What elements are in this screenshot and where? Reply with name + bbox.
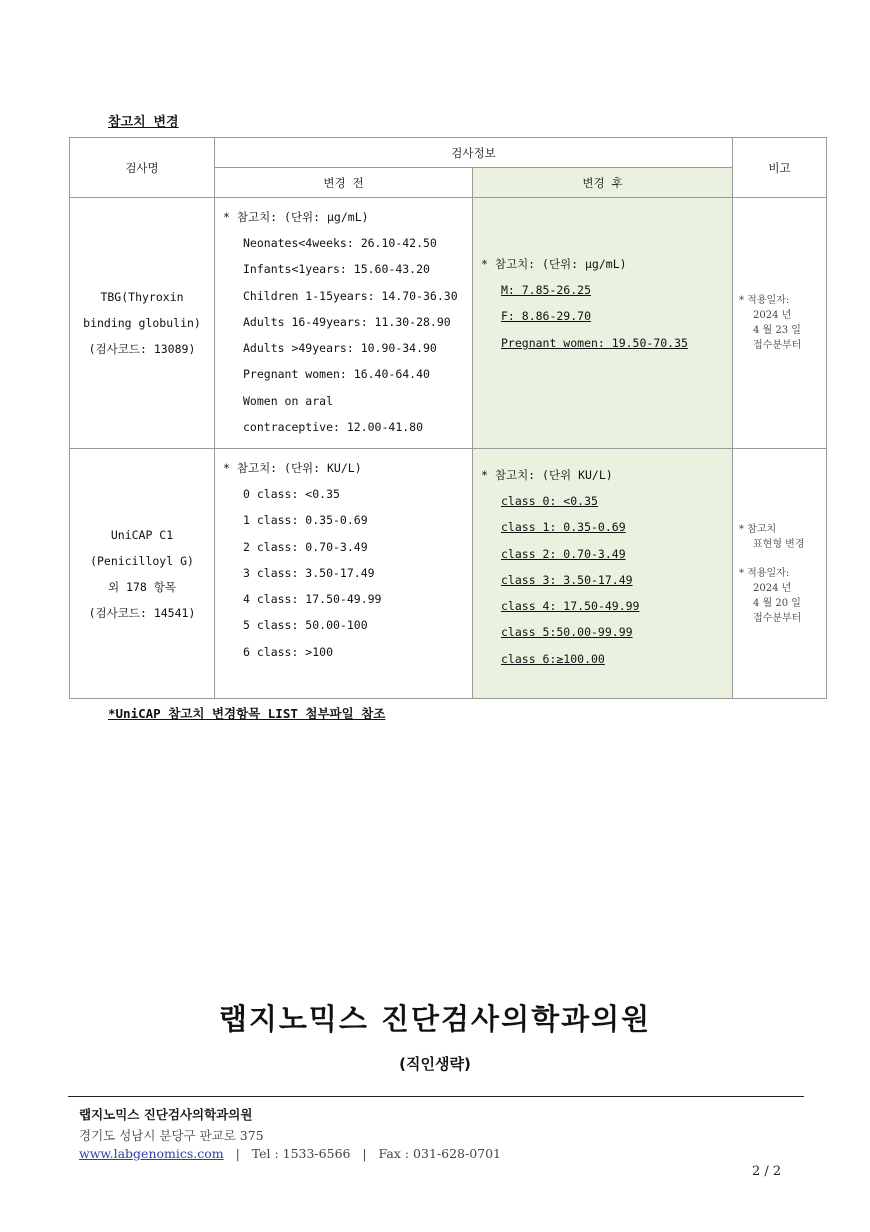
before-label: * 참고치: (단위: µg/mL) — [223, 210, 369, 224]
before-item: 2 class: 0.70-3.49 — [243, 539, 368, 554]
after-item: M: 7.85-26.25 — [501, 283, 592, 297]
remark-line: 2024 년 — [753, 310, 792, 321]
remark-line: 4 월 23 일 — [753, 325, 801, 336]
before-item: 6 class: >100 — [243, 644, 334, 659]
page-number: 2 / 2 — [752, 1164, 782, 1179]
after-item: class 4: 17.50-49.99 — [501, 599, 640, 614]
before-item: 4 class: 17.50-49.99 — [243, 592, 382, 607]
remark-cell — [733, 198, 827, 449]
after-item: Pregnant women: 19.50-70.35 — [501, 335, 688, 350]
header-after: 변경 후 — [473, 168, 733, 198]
remark-line: * 참고치 — [739, 523, 777, 535]
test-name-line: (Penicilloyl G) — [90, 553, 194, 568]
table-row — [70, 449, 827, 699]
footer-address: 경기도 성남시 분당구 판교로 375 — [79, 1128, 264, 1143]
after-item: class 0: <0.35 — [501, 494, 598, 508]
table-row — [70, 198, 827, 449]
after-item: class 3: 3.50-17.49 — [501, 572, 633, 587]
remark-line: 접수분부터 — [753, 612, 802, 624]
header-before: 변경 전 — [215, 168, 473, 198]
test-code-line: (검사코드: 14541) — [88, 605, 196, 620]
remark-line: * 적용일자: — [739, 295, 790, 306]
remark-cell — [733, 449, 827, 699]
before-item: Pregnant women: 16.40-64.40 — [243, 367, 430, 382]
remark-line: 2024 년 — [753, 582, 792, 594]
after-item: class 5:50.00-99.99 — [501, 625, 633, 640]
before-item: Women on aral — [243, 393, 334, 408]
separator: | — [362, 1146, 367, 1161]
before-label: * 참고치: (단위: KU/L) — [223, 461, 362, 475]
after-values-cell — [473, 198, 733, 449]
after-item: class 6:≥100.00 — [501, 651, 605, 666]
header-remark: 비고 — [733, 138, 827, 198]
before-item: 1 class: 0.35-0.69 — [243, 513, 368, 528]
footer-org-name: 랩지노믹스 진단검사의학과의원 — [79, 1107, 253, 1122]
seal-omitted-text: (직인생략) — [399, 1055, 471, 1073]
test-name-cell — [70, 449, 215, 699]
header-test-name: 검사명 — [70, 138, 215, 198]
test-code-line: (검사코드: 13089) — [88, 342, 196, 356]
before-item: Infants<1years: 15.60-43.20 — [243, 262, 430, 277]
before-item: contraceptive: 12.00-41.80 — [243, 420, 424, 435]
test-name-line: binding globulin) — [83, 316, 201, 330]
before-item: 3 class: 3.50-17.49 — [243, 565, 375, 580]
remark-line: * 적용일자: — [739, 567, 790, 579]
before-item: Adults 16-49years: 11.30-28.90 — [243, 314, 451, 329]
remark-line: 표현형 변경 — [753, 538, 805, 550]
before-item: Children 1-15years: 14.70-36.30 — [243, 288, 458, 303]
after-label: * 참고치: (단위: µg/mL) — [481, 257, 627, 271]
org-title: 랩지노믹스 진단검사의학과의원 — [218, 1002, 652, 1036]
remark-line: 4 월 20 일 — [753, 597, 801, 609]
after-values-cell — [473, 449, 733, 699]
after-item: class 2: 0.70-3.49 — [501, 546, 626, 561]
footnote: *UniCAP 참고치 변경항목 LIST 첨부파일 참조 — [108, 706, 386, 721]
footer-divider — [68, 1096, 804, 1097]
footer-contact — [79, 1146, 501, 1161]
test-name-line: TBG(Thyroxin — [100, 290, 184, 304]
before-item: 5 class: 50.00-100 — [243, 618, 368, 633]
after-label: * 참고치: (단위 KU/L) — [481, 468, 613, 482]
reference-table — [69, 137, 827, 699]
test-name-cell — [70, 198, 215, 449]
footer-tel: Tel : 1533-6566 — [251, 1146, 351, 1161]
before-values-cell — [215, 449, 473, 699]
before-item: Adults >49years: 10.90-34.90 — [243, 341, 437, 356]
website-link[interactable]: www.labgenomics.com — [79, 1146, 224, 1161]
test-name-line: 외 178 항목 — [108, 579, 176, 594]
before-values-cell — [215, 198, 473, 449]
separator: | — [235, 1146, 240, 1161]
before-item: Neonates<4weeks: 26.10-42.50 — [243, 236, 437, 250]
test-name-line: UniCAP C1 — [110, 527, 174, 542]
header-test-info: 검사정보 — [215, 138, 733, 168]
remark-line: 접수분부터 — [753, 340, 802, 351]
after-item: F: 8.86-29.70 — [501, 309, 592, 324]
after-item: class 1: 0.35-0.69 — [501, 520, 626, 535]
footer-fax: Fax : 031-628-0701 — [378, 1146, 502, 1161]
section-title: 참고치 변경 — [108, 115, 179, 130]
before-item: 0 class: <0.35 — [243, 487, 340, 501]
